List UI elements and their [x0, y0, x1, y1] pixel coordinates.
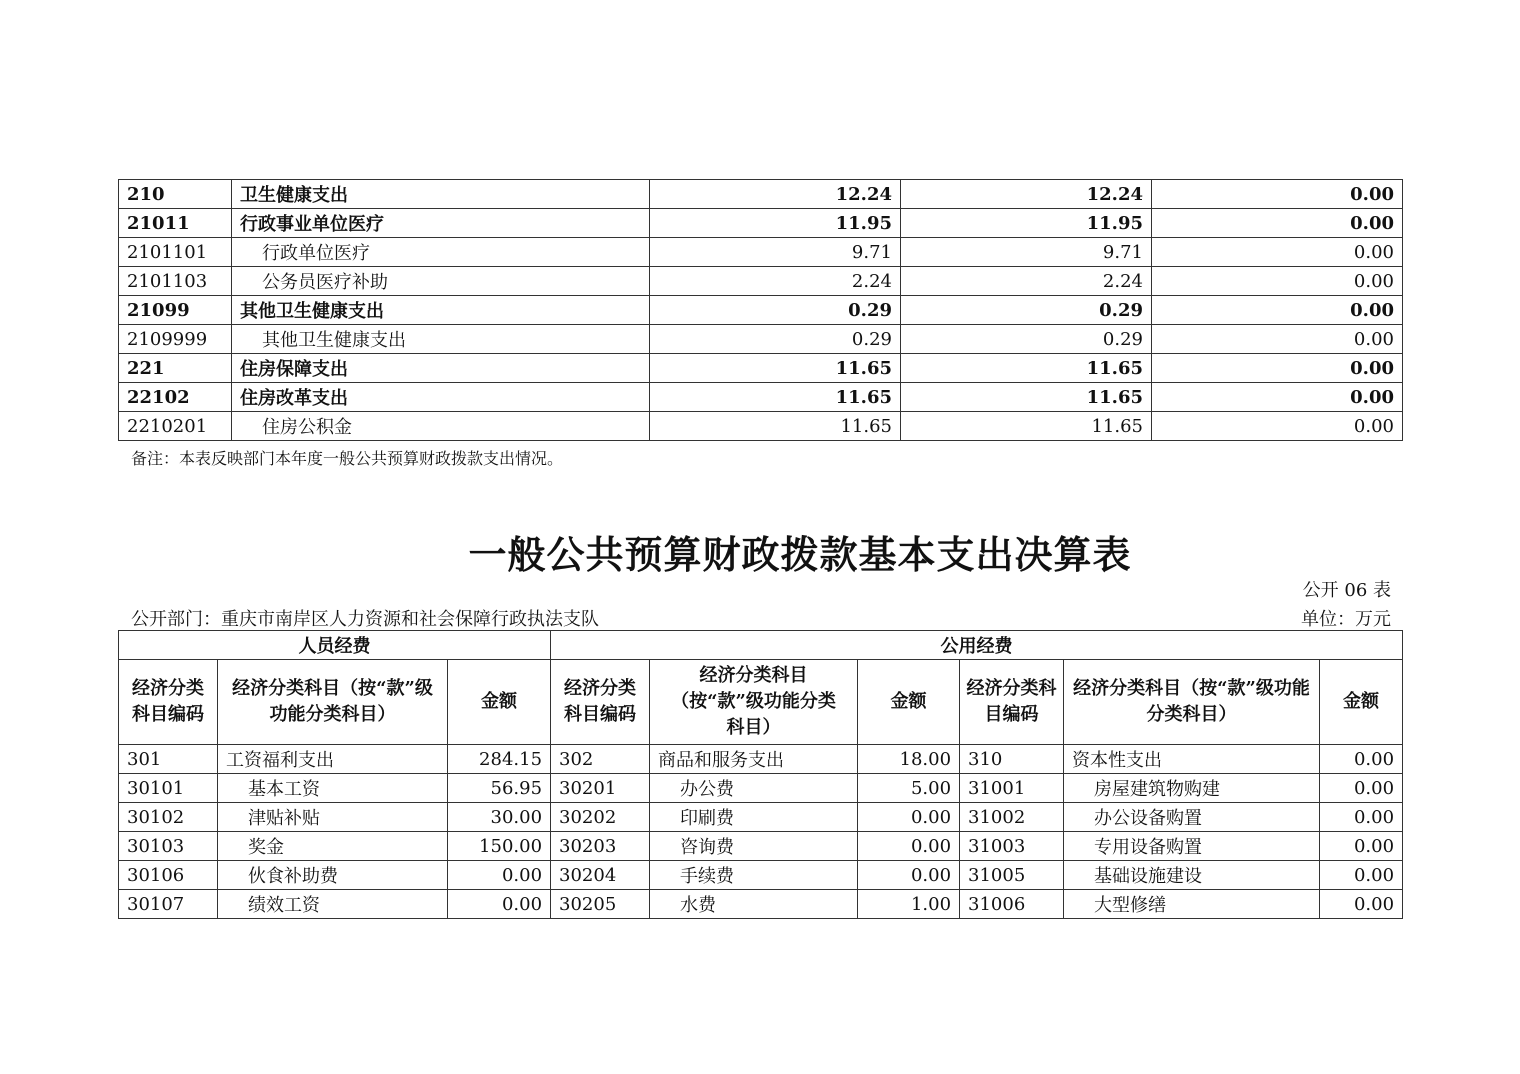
- row-basic: 11.65: [901, 354, 1152, 383]
- header-code-3: 经济分类科目编码: [960, 660, 1064, 745]
- goods-code: 30204: [551, 861, 650, 890]
- goods-name: 手续费: [650, 861, 858, 890]
- header-amount-2: 金额: [858, 660, 960, 745]
- table-row: [119, 890, 1403, 919]
- personnel-code: 30101: [119, 774, 218, 803]
- row-total: 9.71: [650, 238, 901, 267]
- row-total: 12.24: [650, 180, 901, 209]
- row-basic: 0.29: [901, 325, 1152, 354]
- row-basic: 9.71: [901, 238, 1152, 267]
- goods-name: 咨询费: [650, 832, 858, 861]
- personnel-code: 30102: [119, 803, 218, 832]
- row-basic: 12.24: [901, 180, 1152, 209]
- table-row: [119, 296, 1403, 325]
- goods-code: 30202: [551, 803, 650, 832]
- row-name: 行政事业单位医疗: [232, 209, 650, 238]
- goods-name: 办公费: [650, 774, 858, 803]
- goods-amount: 1.00: [858, 890, 960, 919]
- personnel-code: 30107: [119, 890, 218, 919]
- capital-name: 大型修缮: [1064, 890, 1320, 919]
- capital-name: 基础设施建设: [1064, 861, 1320, 890]
- row-project: 0.00: [1152, 296, 1403, 325]
- capital-amount: 0.00: [1320, 774, 1403, 803]
- table-row: [119, 412, 1403, 441]
- personnel-amount: 0.00: [448, 890, 551, 919]
- group-personnel-header: 人员经费: [119, 631, 551, 660]
- goods-amount: 0.00: [858, 832, 960, 861]
- goods-amount: 0.00: [858, 861, 960, 890]
- page-title: 一般公共预算财政拨款基本支出决算表: [468, 532, 1132, 577]
- row-code: 2101101: [119, 238, 232, 267]
- personnel-name: 工资福利支出: [218, 745, 448, 774]
- table-row: [119, 803, 1403, 832]
- row-name: 其他卫生健康支出: [232, 325, 650, 354]
- row-code: 21011: [119, 209, 232, 238]
- personnel-amount: 0.00: [448, 861, 551, 890]
- capital-name: 专用设备购置: [1064, 832, 1320, 861]
- capital-code: 31005: [960, 861, 1064, 890]
- header-name-2: 经济分类科目（按“款”级功能分类科目）: [650, 660, 858, 745]
- row-code: 2109999: [119, 325, 232, 354]
- row-name: 公务员医疗补助: [232, 267, 650, 296]
- table-row: [119, 180, 1403, 209]
- header-code-2: 经济分类科目编码: [551, 660, 650, 745]
- unit-label: 单位：万元: [1301, 609, 1391, 630]
- personnel-name: 津贴补贴: [218, 803, 448, 832]
- row-name: 卫生健康支出: [232, 180, 650, 209]
- row-name: 行政单位医疗: [232, 238, 650, 267]
- goods-amount: 5.00: [858, 774, 960, 803]
- row-project: 0.00: [1152, 238, 1403, 267]
- row-total: 0.29: [650, 325, 901, 354]
- personnel-code: 301: [119, 745, 218, 774]
- capital-name: 资本性支出: [1064, 745, 1320, 774]
- goods-name: 水费: [650, 890, 858, 919]
- personnel-name: 基本工资: [218, 774, 448, 803]
- table-row: [119, 325, 1403, 354]
- row-basic: 2.24: [901, 267, 1152, 296]
- header-amount: 金额: [448, 660, 551, 745]
- table-note: 备注：本表反映部门本年度一般公共预算财政拨款支出情况。: [131, 449, 564, 468]
- table-row: [119, 832, 1403, 861]
- basic-expenditure-table: [118, 630, 1403, 919]
- table-row: [119, 774, 1403, 803]
- header-name: 经济分类科目（按“款”级功能分类科目）: [218, 660, 448, 745]
- capital-code: 31006: [960, 890, 1064, 919]
- personnel-code: 30103: [119, 832, 218, 861]
- row-total: 11.65: [650, 412, 901, 441]
- row-project: 0.00: [1152, 267, 1403, 296]
- capital-code: 31001: [960, 774, 1064, 803]
- goods-name: 印刷费: [650, 803, 858, 832]
- table-row: [119, 238, 1403, 267]
- row-name: 住房改革支出: [232, 383, 650, 412]
- personnel-amount: 56.95: [448, 774, 551, 803]
- capital-amount: 0.00: [1320, 832, 1403, 861]
- goods-name: 商品和服务支出: [650, 745, 858, 774]
- table-row: [119, 861, 1403, 890]
- row-code: 2210201: [119, 412, 232, 441]
- personnel-name: 伙食补助费: [218, 861, 448, 890]
- row-name: 住房保障支出: [232, 354, 650, 383]
- row-code: 2101103: [119, 267, 232, 296]
- row-project: 0.00: [1152, 325, 1403, 354]
- department-label: 公开部门：重庆市南岸区人力资源和社会保障行政执法支队: [131, 609, 599, 630]
- header-name-3: 经济分类科目（按“款”级功能分类科目）: [1064, 660, 1320, 745]
- row-total: 11.65: [650, 383, 901, 412]
- row-code: 21099: [119, 296, 232, 325]
- goods-code: 30205: [551, 890, 650, 919]
- capital-amount: 0.00: [1320, 745, 1403, 774]
- capital-amount: 0.00: [1320, 803, 1403, 832]
- table-row: [119, 354, 1403, 383]
- goods-code: 302: [551, 745, 650, 774]
- personnel-code: 30106: [119, 861, 218, 890]
- row-total: 11.95: [650, 209, 901, 238]
- capital-code: 31002: [960, 803, 1064, 832]
- table-row: [119, 745, 1403, 774]
- row-name: 其他卫生健康支出: [232, 296, 650, 325]
- row-basic: 11.65: [901, 383, 1152, 412]
- row-code: 22102: [119, 383, 232, 412]
- row-project: 0.00: [1152, 383, 1403, 412]
- header-amount-3: 金额: [1320, 660, 1403, 745]
- row-total: 11.65: [650, 354, 901, 383]
- capital-amount: 0.00: [1320, 890, 1403, 919]
- table-number: 公开 06 表: [1302, 580, 1391, 601]
- capital-code: 31003: [960, 832, 1064, 861]
- row-project: 0.00: [1152, 354, 1403, 383]
- row-total: 0.29: [650, 296, 901, 325]
- goods-code: 30201: [551, 774, 650, 803]
- capital-name: 办公设备购置: [1064, 803, 1320, 832]
- row-project: 0.00: [1152, 412, 1403, 441]
- row-total: 2.24: [650, 267, 901, 296]
- capital-amount: 0.00: [1320, 861, 1403, 890]
- personnel-amount: 30.00: [448, 803, 551, 832]
- row-basic: 0.29: [901, 296, 1152, 325]
- goods-code: 30203: [551, 832, 650, 861]
- personnel-name: 绩效工资: [218, 890, 448, 919]
- header-code: 经济分类科目编码: [119, 660, 218, 745]
- capital-name: 房屋建筑物购建: [1064, 774, 1320, 803]
- row-code: 221: [119, 354, 232, 383]
- expenditure-table-top: [118, 179, 1403, 441]
- goods-amount: 18.00: [858, 745, 960, 774]
- table-row: [119, 209, 1403, 238]
- table-row: [119, 267, 1403, 296]
- goods-amount: 0.00: [858, 803, 960, 832]
- personnel-amount: 150.00: [448, 832, 551, 861]
- personnel-amount: 284.15: [448, 745, 551, 774]
- capital-code: 310: [960, 745, 1064, 774]
- group-public-header: 公用经费: [551, 631, 1403, 660]
- row-name: 住房公积金: [232, 412, 650, 441]
- table-row: [119, 383, 1403, 412]
- personnel-name: 奖金: [218, 832, 448, 861]
- row-basic: 11.95: [901, 209, 1152, 238]
- row-basic: 11.65: [901, 412, 1152, 441]
- row-project: 0.00: [1152, 209, 1403, 238]
- row-project: 0.00: [1152, 180, 1403, 209]
- row-code: 210: [119, 180, 232, 209]
